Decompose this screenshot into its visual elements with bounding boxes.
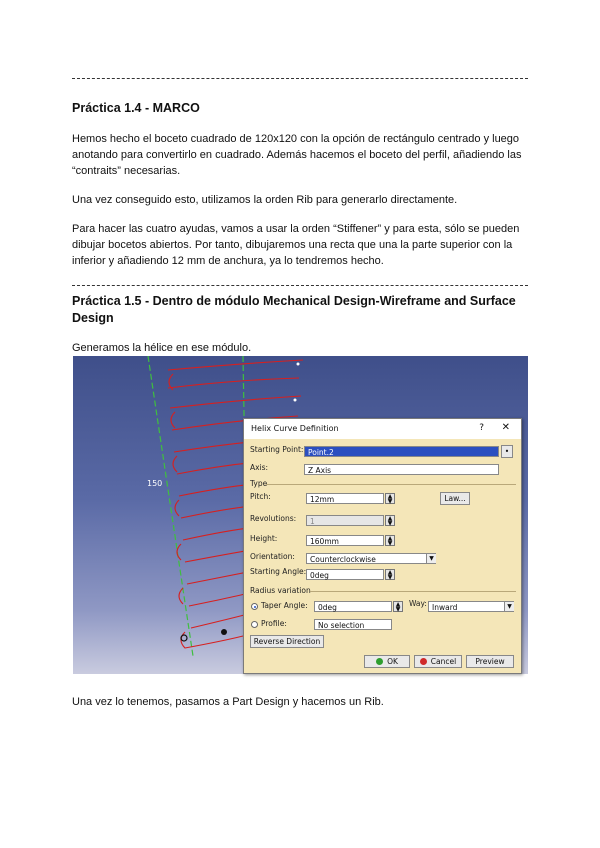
paragraph-1-line3: “contraits” necesarias. <box>72 165 181 177</box>
ok-label: OK <box>387 657 398 666</box>
taper-angle-radio[interactable] <box>251 603 258 610</box>
taper-angle-label: Taper Angle: <box>261 601 308 610</box>
starting-angle-label: Starting Angle: <box>250 567 307 576</box>
taper-angle-field[interactable]: 0deg <box>314 601 392 612</box>
radius-variation-label: Radius variation <box>250 586 311 595</box>
separator-rule <box>72 78 528 79</box>
height-label: Height: <box>250 534 278 543</box>
paragraph-2: Una vez conseguido esto, utilizamos la orden Rib para generarlo directamente. <box>72 194 458 206</box>
helix-curve-definition-dialog <box>243 418 522 674</box>
orientation-select[interactable]: Counterclockwise <box>306 553 436 564</box>
height-spinner[interactable]: ▲ ▼ <box>385 535 395 546</box>
paragraph-helix-intro: Generamos la hélice en ese módulo. <box>72 342 252 354</box>
dialog-titlebar <box>244 419 521 439</box>
section-title-1-5-line2: Design <box>72 311 114 325</box>
cancel-icon <box>420 658 427 665</box>
way-select[interactable]: Inward <box>428 601 514 612</box>
paragraph-1-line1: Hemos hecho el boceto cuadrado de 120x120 con la opción de rectángulo centrado y luego <box>72 133 520 145</box>
cancel-button[interactable] <box>414 655 462 668</box>
height-field[interactable]: 160mm <box>306 535 384 546</box>
cancel-label: Cancel <box>430 657 457 666</box>
section-title-1-4: Práctica 1.4 - MARCO <box>72 101 200 115</box>
paragraph-rib: Una vez lo tenemos, pasamos a Part Design y hacemos un Rib. <box>72 696 384 708</box>
ok-button[interactable] <box>364 655 410 668</box>
revolutions-label: Revolutions: <box>250 514 297 523</box>
starting-angle-field[interactable]: 0deg <box>306 569 384 580</box>
pitch-spinner[interactable]: ▲ ▼ <box>385 493 395 504</box>
starting-angle-spinner[interactable]: ▲ ▼ <box>385 569 395 580</box>
profile-field[interactable]: No selection <box>314 619 392 630</box>
chevron-down-icon[interactable]: ▼ <box>504 602 514 611</box>
axis-tick-label: 150 <box>147 479 163 488</box>
axis-field[interactable]: Z Axis <box>304 464 499 475</box>
paragraph-3-line1: Para hacer las cuatro ayudas, vamos a usar la orden “Stiffener” y para esta, sólo se pueden <box>72 223 520 235</box>
paragraph-3-line3: inferior y añadiendo 12 mm de anchura, ya lo tendremos hecho. <box>72 255 384 267</box>
chevron-down-icon[interactable]: ▼ <box>426 554 436 563</box>
orientation-label: Orientation: <box>250 552 295 561</box>
way-label: Way: <box>409 599 427 608</box>
help-icon[interactable]: ? <box>479 423 484 433</box>
section-title-1-5-line1: Práctica 1.5 - Dentro de módulo Mechanical Design-Wireframe and Surface <box>72 294 516 308</box>
dialog-title: Helix Curve Definition <box>251 424 339 433</box>
profile-label: Profile: <box>261 619 287 628</box>
pitch-label: Pitch: <box>250 492 271 501</box>
paragraph-1-line2: anotando para convertirlo en cuadrado. Además hacemos el boceto del perfil, añadiendo las <box>72 149 522 161</box>
starting-point-label: Starting Point: <box>250 445 304 454</box>
law-button[interactable]: Law... <box>440 492 470 505</box>
profile-radio[interactable] <box>251 621 258 628</box>
paragraph-3-line2: dibujar bocetos abiertos. Por tanto, dibujaremos una recta que una la parte superior con la <box>72 239 513 251</box>
type-group-label: Type <box>250 479 268 488</box>
preview-button[interactable]: Preview <box>466 655 514 668</box>
starting-point-field[interactable]: Point.2 <box>304 446 499 457</box>
pitch-field[interactable]: 12mm <box>306 493 384 504</box>
separator-rule <box>72 285 528 286</box>
ok-icon <box>376 658 383 665</box>
starting-point-menu-button[interactable]: • <box>501 445 513 458</box>
revolutions-field[interactable]: 1 <box>306 515 384 526</box>
taper-angle-spinner[interactable]: ▲ ▼ <box>393 601 403 612</box>
reverse-direction-button[interactable]: Reverse Direction <box>250 635 324 648</box>
revolutions-spinner[interactable]: ▲ ▼ <box>385 515 395 526</box>
axis-label: Axis: <box>250 463 269 472</box>
close-icon[interactable]: ✕ <box>501 422 510 433</box>
